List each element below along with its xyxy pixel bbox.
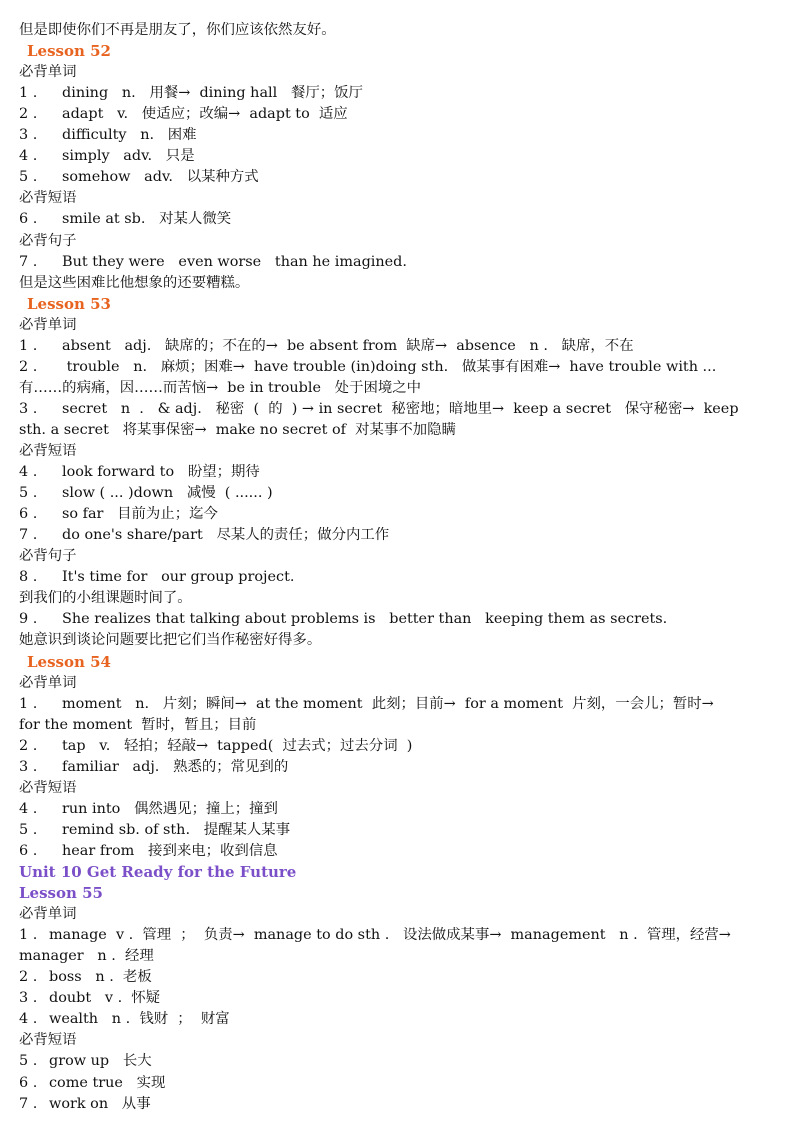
vocab-item: [19, 252, 784, 273]
item-number: 1 .: [19, 927, 38, 944]
line-text: Lesson 54: [27, 652, 111, 671]
item-number: 5 .: [19, 821, 38, 838]
line-text: run into 偶然遇见；撞上；撞到: [62, 800, 278, 817]
item-number: 1 .: [19, 337, 38, 354]
line-text: smile at sb. 对某人微笑: [62, 211, 232, 228]
item-number: 4 .: [19, 800, 38, 817]
vocab-item: [19, 399, 784, 420]
line-text: trouble n. 麻烦；困难→ have trouble (in)doing sth. 做某事有困难→ have trouble with ...: [62, 358, 717, 375]
text-line: [19, 715, 784, 736]
line-text: sth. a secret 将某事保密→ make no secret of 对某事不加隐瞒: [19, 421, 456, 438]
line-text: 必背句子: [19, 548, 77, 565]
line-text: moment n. 片刻；瞬间→ at the moment 此刻；目前→ for a moment 片刻，一会儿；暂时→: [62, 695, 714, 712]
lesson-heading: [27, 294, 784, 315]
lesson-heading: [19, 883, 784, 904]
vocab-item: [19, 567, 784, 588]
item-number: 4 .: [19, 148, 38, 165]
vocab-item: [19, 104, 784, 125]
line-text: grow up 长大: [49, 1053, 152, 1070]
text-line: [19, 273, 784, 294]
item-number: 6 .: [19, 842, 38, 859]
line-text: do one's share/part 尽某人的责任；做分内工作: [62, 527, 390, 544]
item-number: 1 .: [19, 695, 38, 712]
line-text: adapt v. 使适应；改编→ adapt to 适应: [62, 106, 348, 123]
line-text: Unit 10 Get Ready for the Future: [19, 863, 297, 881]
vocab-item: [19, 967, 784, 988]
vocab-item: [19, 525, 784, 546]
item-number: 2 .: [19, 737, 38, 754]
line-text: secret n . & adj. 秘密 ( 的 ) → in secret 秘密地；暗地里→ keep a secret 保守秘密→ keep: [62, 400, 739, 417]
item-number: 8 .: [19, 569, 38, 586]
line-text: tap v. 轻拍；轻敲→ tapped( 过去式；过去分词 ): [62, 737, 413, 754]
vocab-item: [19, 167, 784, 188]
vocab-item: [19, 504, 784, 525]
line-text: 必背单词: [19, 64, 77, 81]
vocab-item: [19, 209, 784, 230]
line-text: Lesson 55: [19, 884, 103, 903]
vocab-item: [19, 125, 784, 146]
vocab-item: [19, 757, 784, 778]
vocab-item: [19, 146, 784, 167]
line-text: 必背单词: [19, 906, 77, 923]
line-text: hear from 接到来电；收到信息: [62, 842, 278, 859]
line-text: 她意识到谈论问题要比把它们当作秘密好得多。: [19, 632, 322, 649]
item-number: 7 .: [19, 527, 38, 544]
item-number: 6 .: [19, 1074, 38, 1091]
line-text: somehow adv. 以某种方式: [62, 169, 259, 186]
line-text: wealth n . 钱财 ； 财富: [49, 1011, 230, 1028]
line-text: doubt v . 怀疑: [49, 990, 161, 1007]
vocab-item: [19, 925, 784, 946]
line-text: But they were even worse than he imagined.: [62, 253, 407, 270]
line-text: She realizes that talking about problems is better than keeping them as secrets.: [62, 611, 668, 628]
item-number: 6 .: [19, 506, 38, 523]
vocab-item: [19, 736, 784, 757]
lesson-heading: [27, 652, 784, 673]
line-text: look forward to 盼望；期待: [62, 464, 260, 481]
lesson-heading: [27, 41, 784, 62]
line-text: remind sb. of sth. 提醒某人某事: [62, 821, 291, 838]
item-number: 7 .: [19, 253, 38, 270]
line-text: Lesson 53: [27, 294, 111, 313]
item-number: 9 .: [19, 611, 38, 628]
text-line: [19, 20, 784, 41]
item-number: 3 .: [19, 990, 38, 1007]
section-heading: [19, 904, 784, 925]
line-text: absent adj. 缺席的；不在的→ be absent from 缺席→ absence n . 缺席，不在: [62, 337, 634, 354]
section-heading: [19, 231, 784, 252]
vocab-item: [19, 83, 784, 104]
line-text: 有……的病痛，因……而苦恼→ be in trouble 处于困境之中: [19, 379, 422, 396]
item-number: 5 .: [19, 485, 38, 502]
text-line: [19, 378, 784, 399]
line-text: familiar adj. 熟悉的；常见到的: [62, 758, 289, 775]
vocab-item: [19, 609, 784, 630]
text-line: [19, 630, 784, 651]
unit-heading: [19, 862, 784, 883]
item-number: 4 .: [19, 1011, 38, 1028]
line-text: slow ( ... )down 减慢 ( ...... ): [62, 485, 273, 502]
vocab-item: [19, 483, 784, 504]
line-text: 必背单词: [19, 674, 77, 691]
item-number: 2 .: [19, 106, 38, 123]
item-number: 1 .: [19, 85, 38, 102]
item-number: 3 .: [19, 758, 38, 775]
section-heading: [19, 62, 784, 83]
line-text: 必背句子: [19, 232, 77, 249]
text-line: [19, 946, 784, 967]
line-text: 必背短语: [19, 443, 77, 459]
item-number: 2 .: [19, 358, 38, 375]
item-number: 5 .: [19, 1053, 38, 1070]
vocab-item: [19, 841, 784, 862]
text-line: [19, 588, 784, 609]
vocab-item: [19, 336, 784, 357]
vocab-item: [19, 1009, 784, 1030]
text-line: [19, 420, 784, 441]
item-number: 5 .: [19, 169, 38, 186]
item-number: 3 .: [19, 400, 38, 417]
vocab-item: [19, 1051, 784, 1072]
vocab-item: [19, 1073, 784, 1094]
vocab-item: [19, 799, 784, 820]
item-number: 6 .: [19, 211, 38, 228]
line-text: boss n . 老板: [49, 969, 152, 986]
item-number: 4 .: [19, 464, 38, 481]
line-text: 但是即使你们不再是朋友了，你们应该依然友好。: [19, 22, 336, 38]
line-text: 必背短语: [19, 779, 77, 796]
line-text: 到我们的小组课题时间了。: [19, 590, 192, 607]
section-heading: [19, 778, 784, 799]
vocab-item: [19, 694, 784, 715]
section-heading: [19, 1030, 784, 1051]
line-text: 但是这些困难比他想象的还要糟糕。: [19, 274, 250, 291]
line-text: 必背短语: [19, 1032, 77, 1049]
line-text: simply adv. 只是: [62, 148, 195, 165]
line-text: work on 从事: [49, 1095, 151, 1112]
item-number: 2 .: [19, 969, 38, 986]
section-heading: [19, 673, 784, 694]
item-number: 7 .: [19, 1095, 38, 1112]
line-text: 必背单词: [19, 316, 77, 333]
section-heading: [19, 441, 784, 462]
section-heading: [19, 546, 784, 567]
item-number: 3 .: [19, 127, 38, 144]
vocab-item: [19, 462, 784, 483]
line-text: It's time for our group project.: [62, 569, 295, 586]
section-heading: [19, 315, 784, 336]
line-text: for the moment 暂时，暂且；目前: [19, 716, 257, 733]
line-text: dining n. 用餐→ dining hall 餐厅；饭厅: [62, 85, 363, 102]
section-heading: [19, 188, 784, 209]
line-text: come true 实现: [49, 1074, 166, 1091]
vocab-item: [19, 988, 784, 1009]
line-text: manager n . 经理: [19, 948, 154, 965]
vocab-item: [19, 1094, 784, 1115]
line-text: Lesson 52: [27, 42, 111, 61]
vocab-item: [19, 820, 784, 841]
line-text: manage v . 管理 ； 负责→ manage to do sth . 设法做成某事→ management n . 管理，经营→: [49, 927, 731, 944]
line-text: so far 目前为止；迄今: [62, 506, 218, 523]
line-text: 必背短语: [19, 190, 77, 207]
line-text: difficulty n. 困难: [62, 127, 197, 144]
vocab-item: [19, 357, 784, 378]
